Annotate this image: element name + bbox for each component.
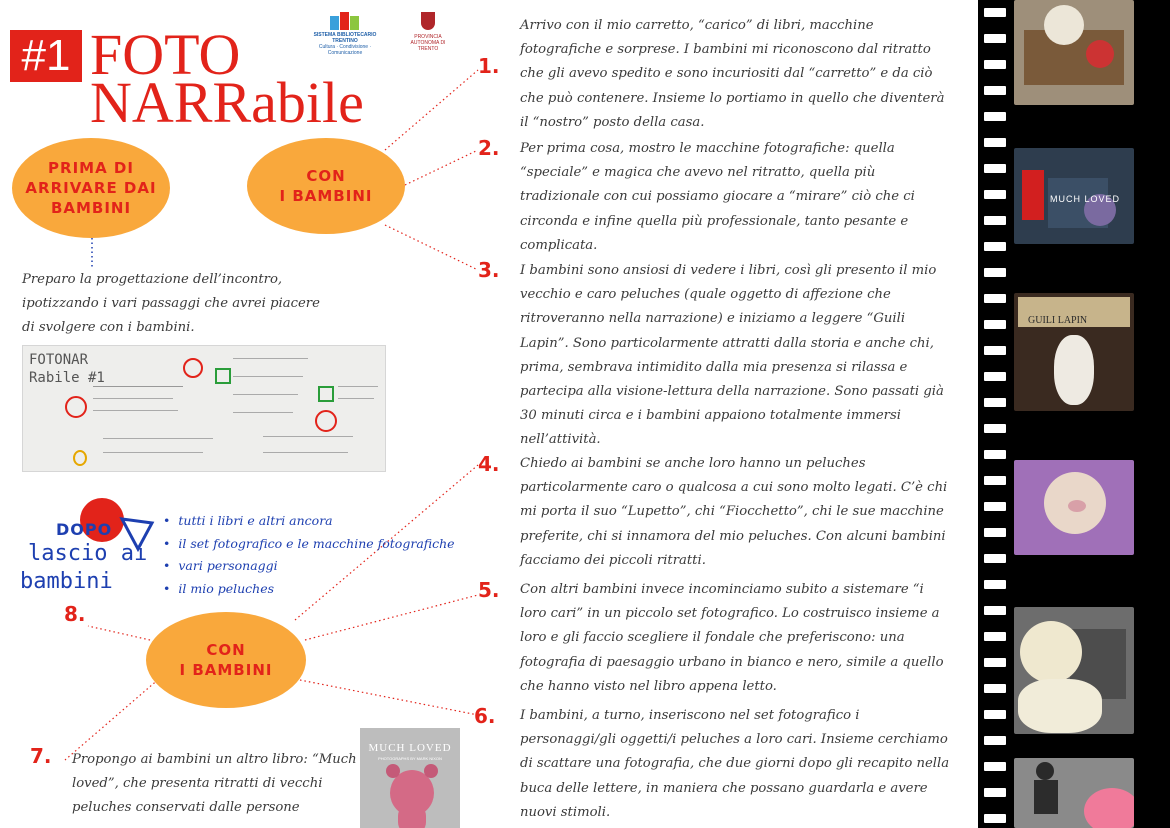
film-caption-3: GUILI LAPIN [1028,315,1088,326]
film-hole [984,268,1006,277]
bubble-with-top-line2: I BAMBINI [279,187,373,205]
bubble-with-bottom [146,612,306,708]
sketch-title-1: FOTONAR [29,352,89,368]
film-hole [984,398,1006,407]
film-photo-cameras [1014,148,1134,244]
film-hole [984,216,1006,225]
white-bunny-image [1054,335,1094,405]
step-number-6: 6. [474,704,496,728]
bubble-with-top [247,138,405,234]
much-loved-book-cover [360,728,460,828]
film-hole [984,242,1006,251]
step-text-7: Propongo ai bambini un altro libro: “Much loved”, che presenta ritratti di vecchi peluches conservati dalle persone [72,752,357,816]
coat-of-arms-icon [421,12,435,30]
film-hole [984,424,1006,433]
film-hole [984,762,1006,771]
film-photo-bear-photoset [1014,607,1134,734]
film-hole [984,164,1006,173]
step-number-1: 1. [478,54,500,78]
logo-sbt [310,10,380,56]
film-photo-child-plush [1014,460,1134,555]
film-hole [984,60,1006,69]
logo-sbt-sub: Cultura · Condivisione · Comunicazione [318,44,372,56]
film-photo-cart [1014,0,1134,105]
sketch-circle-yellow [73,450,87,466]
step-text-2: Per prima cosa, mostro le macchine fotografiche: quella “speciale” e magica che avevo nel ritratto, quella più tradizionale con cui possiamo giocare a “mirare” ciò che ci circonda e infine quella più professionale, tanto pesante e complicata. [520,141,915,253]
logo-province [400,12,456,52]
step-text-6: I bambini, a turno, inseriscono nel set fotografico i personaggi/gli oggetti/i peluches a loro cari. Insieme cerchiamo di scattare una fotografia, che due giorni dopo gli recapito nella buca delle lettere, in maniera che possano guardarla e avere nuovi stimoli. [520,708,950,820]
step-number-4: 4. [478,452,500,476]
film-hole [984,580,1006,589]
film-hole [984,502,1006,511]
film-hole [984,788,1006,797]
book-subtitle: PHOTOGRAPHS BY MARK NIXON [378,756,442,761]
prep-text: Preparo la progettazione dell’incontro, ipotizzando i vari passaggi che avrei piacere di svolgere con i bambini. [22,272,320,336]
bubble-before [12,138,170,238]
step-text-1: Arrivo con il mio carretto, “carico” di libri, macchine fotografiche e sorprese. I bambini mi riconoscono dal ritratto che gli avevo spedito e sono incuriositi dal “carretto” e da ciò che può contenere. Insieme lo portiamo in quello che diventerà il “nostro” posto della casa. [520,18,945,130]
film-hole [984,736,1006,745]
film-hole [984,8,1006,17]
leave-item: • tutti i libri e altri ancora [163,510,493,533]
sketch-box-green-1 [215,368,231,384]
logo-sbt-name: SISTEMA BIBLIOTECARIO TRENTINO [313,32,377,44]
leave-item: • il set fotografico e le macchine fotografiche [163,533,493,556]
sketch-circle-1 [65,396,87,418]
film-strip [978,0,1170,828]
sketch-circle-3 [315,410,337,432]
film-hole [984,294,1006,303]
film-hole [984,346,1006,355]
film-photo-figurine [1014,758,1134,828]
film-hole [984,632,1006,641]
leave-line-2: lascio ai [28,541,148,566]
leave-line-3: bambini [20,569,113,594]
book-title: MUCH LOVED [368,742,452,754]
leave-item: • vari personaggi [163,555,493,578]
film-hole [984,658,1006,667]
film-hole [984,138,1006,147]
film-hole [984,190,1006,199]
film-hole [984,476,1006,485]
film-hole [984,710,1006,719]
film-hole [984,684,1006,693]
film-hole [984,112,1006,121]
film-hole [984,450,1006,459]
film-hole [984,372,1006,381]
step-number-2: 2. [478,136,500,160]
bubble-with-bottom-line1: CON [206,641,246,659]
step-text-3: I bambini sono ansiosi di vedere i libri, così gli presento il mio vecchio e caro peluches (quale oggetto di affezione che ritroveranno nella narrazione) e iniziamo a leggere “Guili Lapin”. Sono particolarmente attratti dalla storia e anche chi, prima, sembrava intimidito dalla mia presenza si rilassa e partecipa alla visione-lettura della narrazione. Sono passati già 30 minuti circa e i bambini appaiono totalmente immersi nell’attività. [520,263,944,448]
sketch-title-2: Rabile #1 [29,370,105,386]
step-text-4: Chiedo ai bambini se anche loro hanno un peluches particolarmente caro o qualcosa a cui sono molto legati. C’è chi mi porta il suo “Lupetto”, chi “Fiocchetto”, chi le sue macchine preferite, chi si innamora del mio peluches. Con alcuni bambini facciamo dei piccoli ritratti. [520,456,948,568]
bubble-before-line1: PRIMA DI [48,159,134,177]
step-number-3: 3. [478,258,500,282]
film-hole [984,814,1006,823]
leave-list [163,510,493,600]
bubble-with-top-line1: CON [306,167,346,185]
film-photo-guili-lapin [1014,293,1134,411]
bubble-with-bottom-line2: I BAMBINI [179,661,273,679]
sbt-logo-mark [330,10,360,32]
sketch-box-green-2 [318,386,334,402]
step-number-8: 8. [64,602,86,626]
number-badge: #1 [10,30,82,82]
film-hole [984,86,1006,95]
film-hole [984,528,1006,537]
title-line-1: FOTO [90,22,241,87]
step-text-5: Con altri bambini invece incominciamo subito a sistemare “i loro cari” in un piccolo set fotografico. Lo costruisco insieme a loro e gli faccio scegliere il fondale che preferiscono: una fotografia di paesaggio urbano in bianco e nero, simile a quello che hanno visto nel libro appena letto. [520,582,944,694]
film-hole [984,320,1006,329]
dopo-label: DOPO [56,520,113,539]
title-line-2: NARRabile [90,70,364,135]
bubble-before-line3: BAMBINI [50,199,132,217]
logo-province-name: PROVINCIA AUTONOMA DI TRENTO [410,34,446,52]
planning-sketch-image [22,345,386,472]
film-hole [984,554,1006,563]
film-hole [984,606,1006,615]
sketch-circle-2 [183,358,203,378]
step-number-5: 5. [478,578,500,602]
step-number-7: 7. [30,744,52,768]
leave-item: • il mio peluches [163,578,493,601]
film-caption-2: MUCH LOVED [1050,194,1121,204]
film-hole [984,34,1006,43]
bubble-before-line2: ARRIVARE DAI [25,179,157,197]
